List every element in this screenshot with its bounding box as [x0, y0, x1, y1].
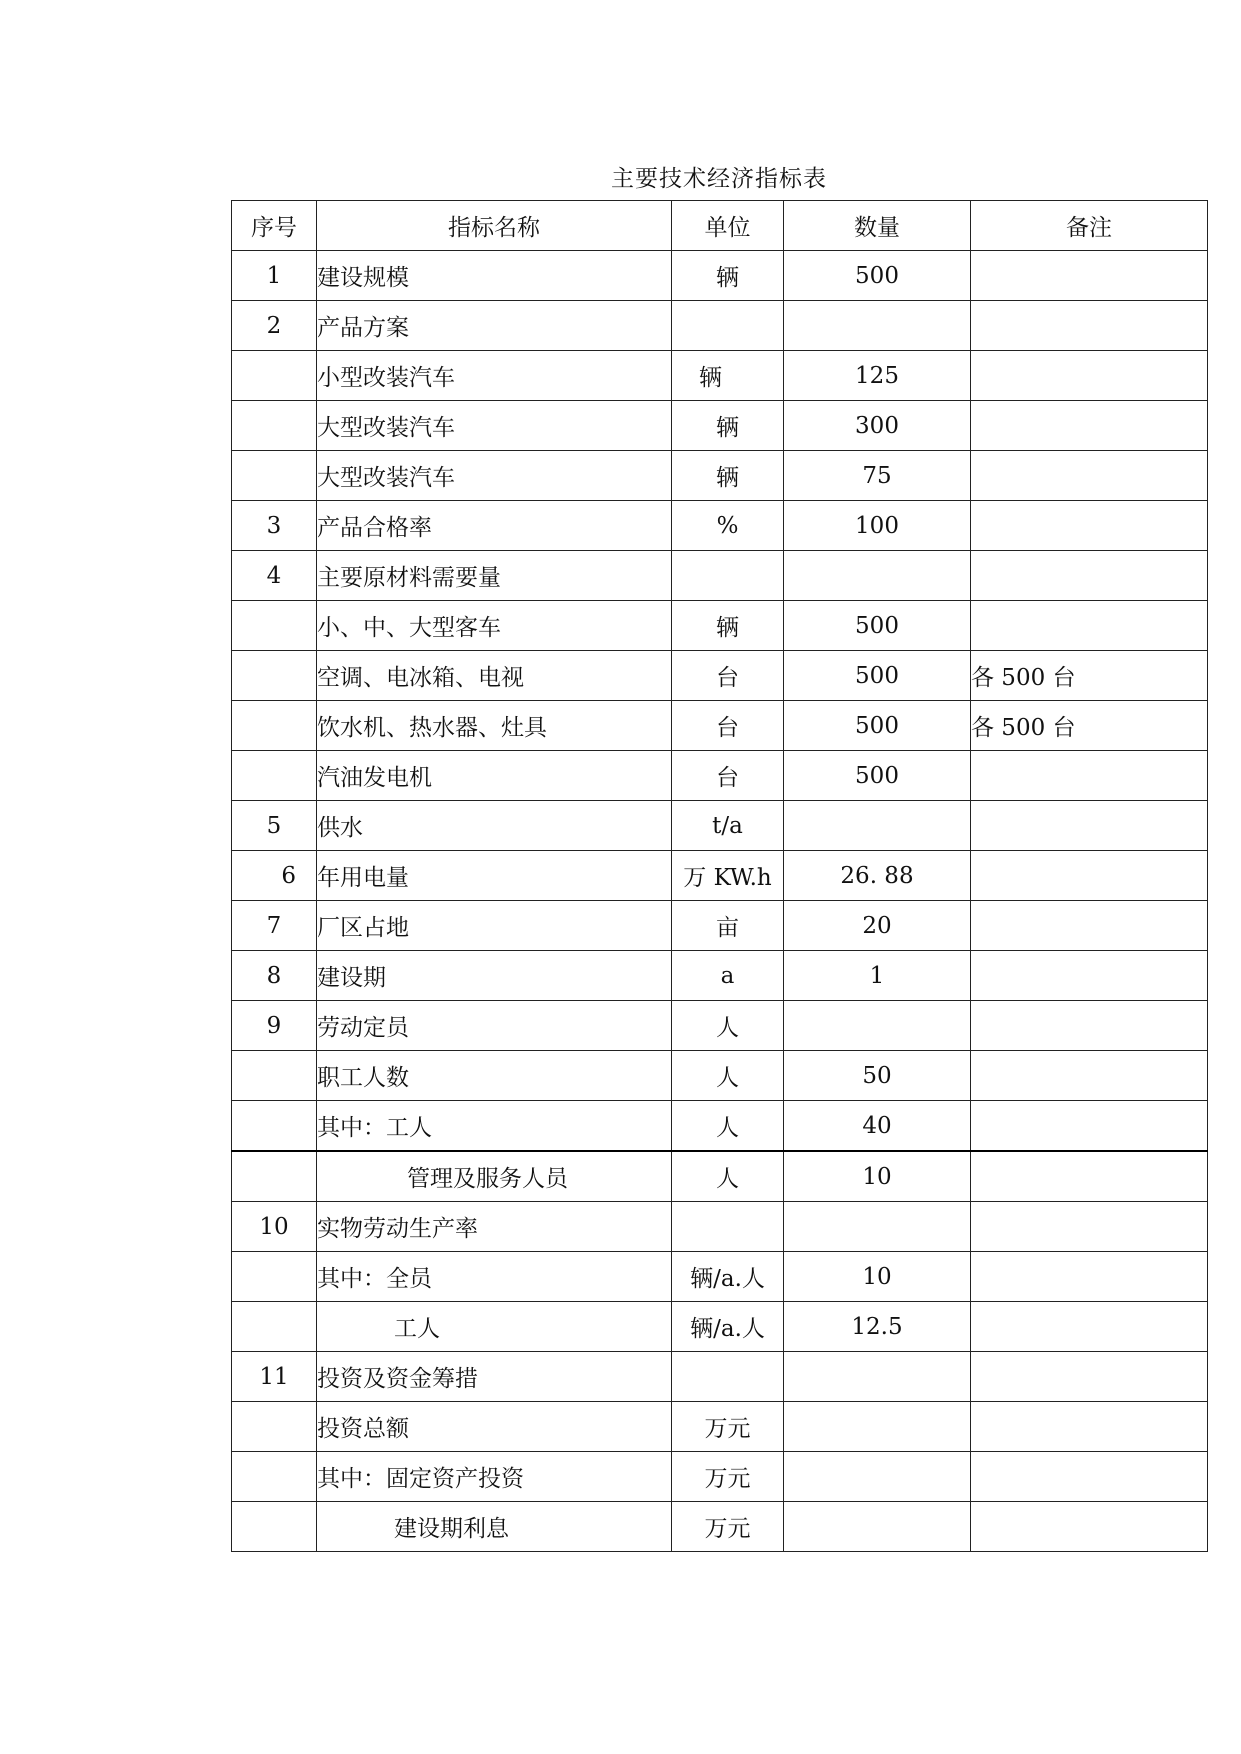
row-name: 小、中、大型客车 — [317, 601, 672, 651]
row-qty: 26. 88 — [784, 851, 971, 901]
table-row — [232, 601, 1208, 651]
row-name: 建设期 — [317, 951, 672, 1001]
table-row — [232, 651, 1208, 701]
row-qty: 500 — [784, 651, 971, 701]
row-note — [971, 751, 1208, 801]
row-note — [971, 1502, 1208, 1552]
table-row — [232, 751, 1208, 801]
row-qty: 20 — [784, 901, 971, 951]
row-qty: 12.5 — [784, 1302, 971, 1352]
row-seq: 3 — [232, 501, 317, 551]
table-row — [232, 501, 1208, 551]
header-note: 备注 — [971, 201, 1208, 251]
row-name: 管理及服务人员 — [317, 1151, 672, 1202]
row-seq — [232, 651, 317, 701]
row-unit — [672, 1352, 784, 1402]
table-row — [232, 1502, 1208, 1552]
row-note — [971, 1352, 1208, 1402]
row-note — [971, 351, 1208, 401]
row-note — [971, 1252, 1208, 1302]
row-note — [971, 1202, 1208, 1252]
row-name: 主要原材料需要量 — [317, 551, 672, 601]
header-unit: 单位 — [672, 201, 784, 251]
table-row — [232, 801, 1208, 851]
row-unit: 辆 — [672, 251, 784, 301]
table-row — [232, 301, 1208, 351]
row-qty — [784, 1352, 971, 1402]
row-name: 投资总额 — [317, 1402, 672, 1452]
row-seq — [232, 1502, 317, 1552]
row-name: 实物劳动生产率 — [317, 1202, 672, 1252]
row-name: 空调、电冰箱、电视 — [317, 651, 672, 701]
row-unit: 辆 — [672, 401, 784, 451]
row-unit — [672, 301, 784, 351]
row-note — [971, 1151, 1208, 1202]
row-unit: % — [672, 501, 784, 551]
row-name: 职工人数 — [317, 1051, 672, 1101]
row-note — [971, 451, 1208, 501]
row-seq — [232, 601, 317, 651]
row-name: 建设期利息 — [317, 1502, 672, 1552]
table-row — [232, 901, 1208, 951]
row-note — [971, 551, 1208, 601]
row-name: 投资及资金筹措 — [317, 1352, 672, 1402]
row-qty: 1 — [784, 951, 971, 1001]
row-qty: 75 — [784, 451, 971, 501]
table-row — [232, 401, 1208, 451]
indicator-table — [231, 200, 1208, 1552]
row-seq — [232, 751, 317, 801]
table-row — [232, 551, 1208, 601]
row-qty: 500 — [784, 751, 971, 801]
row-qty — [784, 551, 971, 601]
header-qty: 数量 — [784, 201, 971, 251]
header-row — [232, 201, 1208, 251]
row-unit: 人 — [672, 1101, 784, 1152]
row-name: 大型改装汽车 — [317, 451, 672, 501]
row-qty: 125 — [784, 351, 971, 401]
table-row — [232, 1101, 1208, 1152]
row-seq — [232, 401, 317, 451]
row-seq — [232, 351, 317, 401]
table-row — [232, 951, 1208, 1001]
row-note: 各 500 台 — [971, 651, 1208, 701]
row-unit — [672, 551, 784, 601]
row-name: 大型改装汽车 — [317, 401, 672, 451]
row-qty: 10 — [784, 1151, 971, 1202]
table-row — [232, 451, 1208, 501]
row-unit: 万元 — [672, 1452, 784, 1502]
row-seq: 8 — [232, 951, 317, 1001]
row-qty — [784, 1502, 971, 1552]
row-note — [971, 1402, 1208, 1452]
row-qty — [784, 801, 971, 851]
row-note — [971, 1452, 1208, 1502]
row-unit: 万元 — [672, 1502, 784, 1552]
row-unit: 辆 — [672, 601, 784, 651]
header-seq: 序号 — [232, 201, 317, 251]
row-name: 产品合格率 — [317, 501, 672, 551]
page-title: 主要技术经济指标表 — [611, 166, 827, 192]
row-qty: 300 — [784, 401, 971, 451]
row-name: 年用电量 — [317, 851, 672, 901]
row-seq — [232, 1302, 317, 1352]
table-row — [232, 851, 1208, 901]
row-unit: 亩 — [672, 901, 784, 951]
row-unit: 辆 — [672, 451, 784, 501]
row-qty — [784, 1001, 971, 1051]
row-name: 建设规模 — [317, 251, 672, 301]
row-name: 工人 — [317, 1302, 672, 1352]
row-seq: 7 — [232, 901, 317, 951]
table-row — [232, 251, 1208, 301]
row-unit: 人 — [672, 1001, 784, 1051]
row-unit: 万元 — [672, 1402, 784, 1452]
table-row — [232, 1151, 1208, 1202]
row-name: 汽油发电机 — [317, 751, 672, 801]
row-note — [971, 1001, 1208, 1051]
table-row — [232, 1202, 1208, 1252]
row-qty: 500 — [784, 601, 971, 651]
table-row — [232, 1452, 1208, 1502]
row-qty: 50 — [784, 1051, 971, 1101]
row-unit: 台 — [672, 651, 784, 701]
row-seq: 11 — [232, 1352, 317, 1402]
row-unit: 辆/a.人 — [672, 1302, 784, 1352]
row-seq: 1 — [232, 251, 317, 301]
row-name: 其中：全员 — [317, 1252, 672, 1302]
row-seq — [232, 1101, 317, 1152]
row-seq: 2 — [232, 301, 317, 351]
row-qty — [784, 1202, 971, 1252]
row-seq — [232, 1252, 317, 1302]
row-seq — [232, 1402, 317, 1452]
row-qty — [784, 1452, 971, 1502]
table-row — [232, 701, 1208, 751]
row-unit: 辆/a.人 — [672, 1252, 784, 1302]
row-seq: 5 — [232, 801, 317, 851]
row-unit — [672, 1202, 784, 1252]
row-seq: 6 — [232, 851, 317, 901]
row-unit: 辆 — [672, 351, 784, 401]
table-row — [232, 1051, 1208, 1101]
row-unit: 人 — [672, 1151, 784, 1202]
row-note — [971, 801, 1208, 851]
row-seq: 9 — [232, 1001, 317, 1051]
row-note — [971, 1302, 1208, 1352]
row-seq: 10 — [232, 1202, 317, 1252]
row-note — [971, 251, 1208, 301]
row-seq — [232, 1151, 317, 1202]
table-row — [232, 1402, 1208, 1452]
table-row — [232, 1252, 1208, 1302]
header-name: 指标名称 — [317, 201, 672, 251]
row-note: 各 500 台 — [971, 701, 1208, 751]
row-name: 小型改装汽车 — [317, 351, 672, 401]
row-note — [971, 1051, 1208, 1101]
row-note — [971, 951, 1208, 1001]
row-name: 产品方案 — [317, 301, 672, 351]
row-unit: 万 KW.h — [672, 851, 784, 901]
row-name: 劳动定员 — [317, 1001, 672, 1051]
row-qty: 10 — [784, 1252, 971, 1302]
row-note — [971, 501, 1208, 551]
row-seq — [232, 451, 317, 501]
row-unit: a — [672, 951, 784, 1001]
row-unit: t/a — [672, 801, 784, 851]
row-note — [971, 1101, 1208, 1152]
row-name: 其中：工人 — [317, 1101, 672, 1152]
row-name: 厂区占地 — [317, 901, 672, 951]
row-seq — [232, 1051, 317, 1101]
row-note — [971, 601, 1208, 651]
table-row — [232, 1302, 1208, 1352]
row-note — [971, 901, 1208, 951]
row-unit: 人 — [672, 1051, 784, 1101]
row-qty: 40 — [784, 1101, 971, 1152]
row-seq: 4 — [232, 551, 317, 601]
row-qty: 100 — [784, 501, 971, 551]
table-row — [232, 351, 1208, 401]
row-note — [971, 301, 1208, 351]
row-seq — [232, 1452, 317, 1502]
row-unit: 台 — [672, 701, 784, 751]
row-seq — [232, 701, 317, 751]
row-unit: 台 — [672, 751, 784, 801]
row-qty — [784, 1402, 971, 1452]
row-name: 供水 — [317, 801, 672, 851]
row-note — [971, 851, 1208, 901]
row-qty: 500 — [784, 701, 971, 751]
row-qty — [784, 301, 971, 351]
row-name: 饮水机、热水器、灶具 — [317, 701, 672, 751]
table-row — [232, 1001, 1208, 1051]
row-note — [971, 401, 1208, 451]
row-qty: 500 — [784, 251, 971, 301]
table-row — [232, 1352, 1208, 1402]
row-name: 其中：固定资产投资 — [317, 1452, 672, 1502]
